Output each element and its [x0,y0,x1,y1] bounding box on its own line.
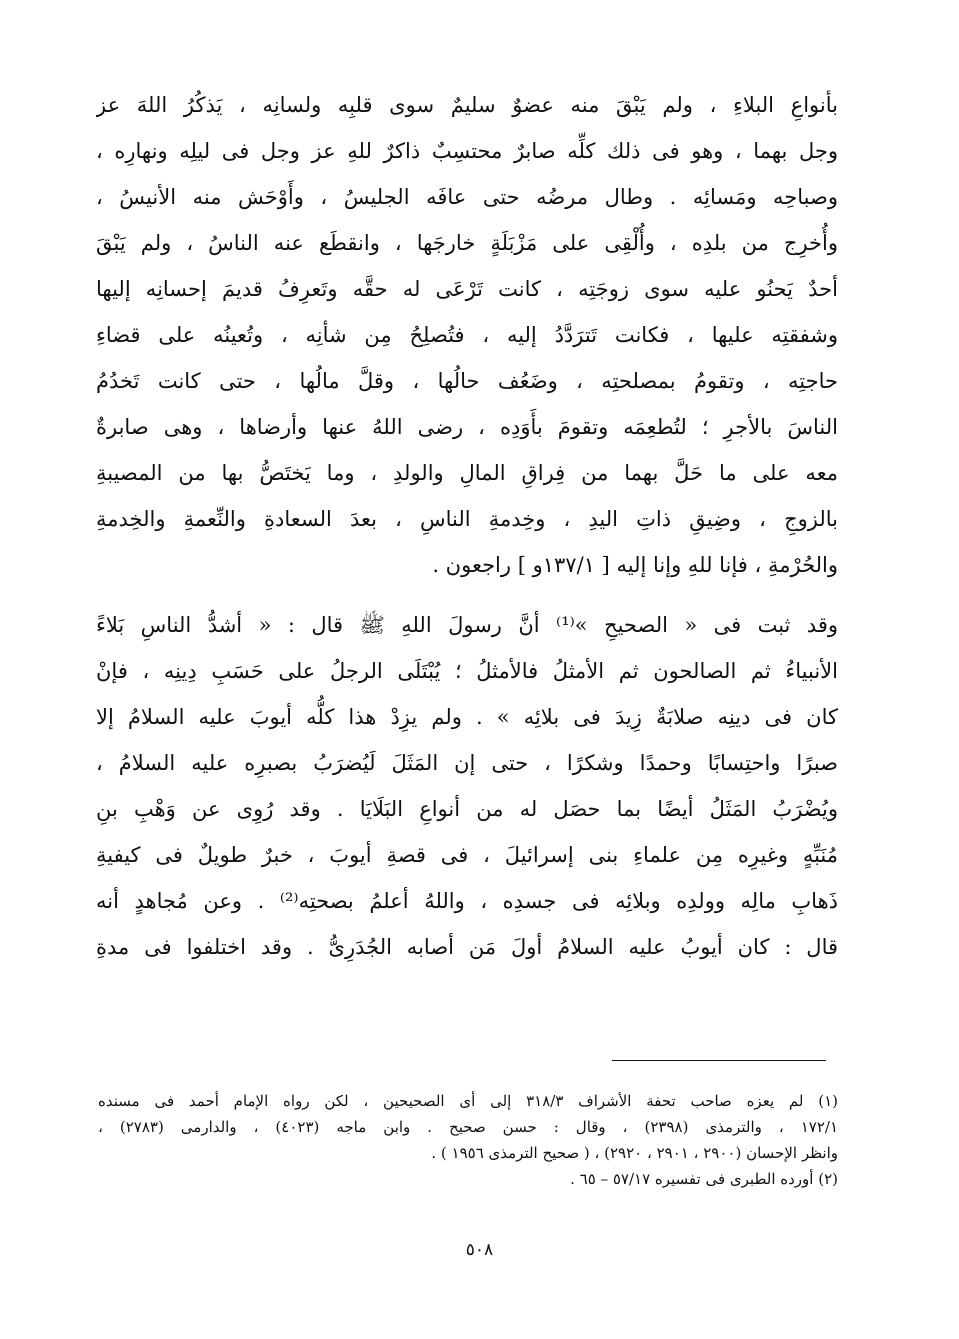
text-line: بالزوجِ ، وضِيقِ ذاتِ اليدِ ، وخِدمةِ الناسِ ، بعدَ السعادةِ والنِّعمةِ والخِدمةِ [96,507,838,531]
paragraph-gap [96,588,838,602]
footnote-line: ١٧٢/١ ، والترمذى (٢٣٩٨) ، وقال : حسن صحيح . وابن ماجه (٤٠٢٣) ، والدارمى (٢٧٨٣) ، [98,1118,838,1136]
text-line: قال : كان أيوبُ عليه السلامُ أولَ مَن أصابه الجُدَرِىُّ . وقد اختلفوا فى مدةِ [96,935,838,959]
paragraph-2 [96,602,838,970]
text-line: معه على ما حَلَّ بهما من فِراقِ المالِ والولدِ ، وما يَختَصُّ بها من المصيبةِ [96,461,838,485]
text-line: الناسَ بالأجرِ ؛ لتُطعِمَه وتقومَ بأَوَدِه ، رضى اللهُ عنها وأرضاها ، وهى صابرةٌ [96,415,838,439]
text-line: والحُرْمةِ ، فإنا للهِ وإنا إليه [ ١٣٧/١و ] راجعون . [432,553,838,577]
text-line: أحدٌ يَحنُو عليه سوى زوجَتِه ، كانت تَرْعَى له حقَّه وتَعرِفُ قديمَ إحسانِه إليها [96,277,838,301]
text-line: حاجتِه ، وتقومُ بمصلحتِه ، وضَعُف حالُها ، وقلَّ مالُها ، حتى كانت تَخدُمُ [96,369,838,393]
text-line: وصباحِه ومَسائِه . وطال مرضُه حتى عافَه الجليسُ ، وأَوْحَش منه الأنيسُ ، [96,185,838,209]
footnote-line: وانظر الإحسان (٢٩٠٠ ، ٢٩٠١ ، ٢٩٢٠) ، ( صحيح الترمذى ١٩٥٦ ) . [431,1144,838,1162]
text-line: وجل بهما ، وهو فى ذلك كلِّه صابرٌ محتسِبٌ ذاكرٌ للهِ عز وجل فى ليلِه ونهارِه ، [96,139,838,163]
main-text [96,82,838,970]
text-line: صبرًا واحتِسابًا وحمدًا وشكرًا ، حتى إن المَثَلَ لَيُضرَبُ بصبرِه عليه السلامُ ، [96,751,838,775]
footnote-separator [612,1060,826,1061]
footnotes [98,1088,838,1192]
text-line: بأنواعِ البلاءِ ، ولم يَبْقَ منه عضوٌ سليمٌ سوى قلبِه ولسانِه ، يَذكُرُ اللهَ عز [96,93,838,117]
text-line: ذَهابِ مالِه وولدِه وبلائِه فى جسدِه ، واللهُ أعلمُ بصحتِه⁽²⁾ . وعن مُجاهدٍ أنه [96,889,838,913]
text-line: وشفقتِه عليها ، فكانت تَترَدَّدُ إليه ، فتُصلِحُ مِن شأنِه ، وتُعينُه على قضاءِ [96,323,838,347]
text-line: وأُخرِج من بلدِه ، وأُلْقِى على مَزْبَلَةٍ خارجَها ، وانقطَع عنه الناسُ ، ولم يَبْقَ [96,231,838,255]
paragraph-1 [96,82,838,588]
text-line: الأنبياءُ ثم الصالحون ثم الأمثلُ فالأمثلُ ؛ يُبْتَلَى الرجلُ على حَسَبِ دِينِه ، فإنْ [96,659,838,683]
text-line: ويُضْرَبُ المَثَلُ أيضًا بما حصَل له من أنواعِ البَلَايَا . وقد رُوِى عن وَهْبِ بنِ [96,797,838,821]
footnote-line: (٢) أورده الطبرى فى تفسيره ٥٧/١٧ – ٦٥ . [570,1170,838,1188]
text-line: وقد ثبت فى « الصحيحِ »⁽¹⁾ أنَّ رسولَ اللهِ ﷺ قال : « أشدُّ الناسِ بَلاءً [96,613,838,637]
text-line: مُنَبِّهٍ وغيرِه مِن علماءِ بنى إسرائيلَ ، فى قصةِ أيوبَ ، خبرٌ طويلٌ فى كيفيةِ [96,843,838,867]
footnote-line: (١) لم يعزه صاحب تحفة الأشراف ٣١٨/٣ إلى أى الصحيحين ، لكن رواه الإمام أحمد فى مسنده [98,1092,838,1110]
page-number: ٥٠٨ [465,1240,494,1260]
text-line: كان فى دينِه صلابَةٌ زِيدَ فى بلائِه » . ولم يزِدْ هذا كلُّه أيوبَ عليه السلامُ إلا [96,705,838,729]
